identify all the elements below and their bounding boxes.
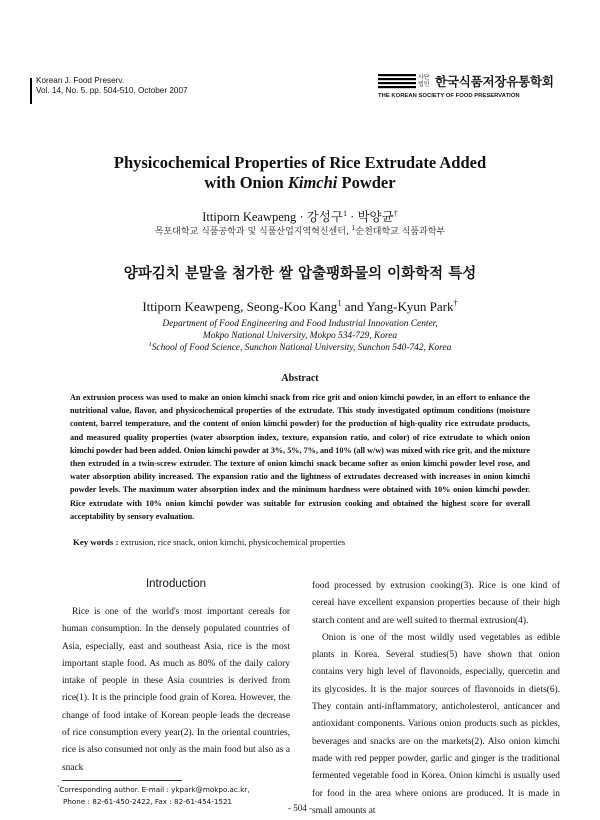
paper-title-line1: Physicochemical Properties of Rice Extrudate Added [113, 153, 487, 172]
affiliation-line-1: Department of Food Engineering and Food Industrial Innovation Center, [162, 319, 438, 329]
society-tag: 사단법인 [418, 74, 430, 88]
paper-title [60, 153, 540, 193]
abstract-heading: Abstract [281, 373, 319, 384]
journal-citation [30, 76, 270, 96]
society-name-korean: 한국식품저장유통학회 [435, 74, 554, 89]
journal-volume: Vol. 14, No. 5. pp. 504-510, October 2007 [36, 86, 188, 95]
abstract-text: An extrusion process was used to make an onion kimchi snack from rice grit and onion kimchi powder, in an effort to enhance the nutritional value, flavor, and physicochemical properties of the extrudate. This study investigated optimum conditions (moisture content, barrel temperature, and the content of onion kimchi powder) for the production of high-quality rice extrudate products, and measured quality properties (water absorption index, texture, expansion ratio, and color) of rice extrudate to which onion kimchi powder had been added. Onion kimchi powder at 3%, 5%, 7%, and 10% (all w/w) was mixed with rice grit, and the mixture then extruded in a twin-screw extruder. The texture of onion kimchi snack became softer as onion kimchi powder level rose, and water absorption ability increased. The expansion ratio and the lightness of extrudates decreased with increases in onion kimchi powder levels. The maximum water absorption index and the minimum hardness were obtained with 10% onion kimchi powder. Rice extrudate with 10% onion kimchi powder was suitable for extrusion cooking and obtained the highest score for overall acceptability by sensory evaluation. [70, 393, 530, 521]
keywords [73, 537, 533, 547]
affiliation-line-2: Mokpo National University, Mokpo 534-729, Korea [202, 331, 398, 341]
page-number: - 504 - [288, 803, 312, 813]
keywords-label: Key words : [73, 537, 121, 547]
paper-title-line2: with Onion Kimchi Powder [204, 173, 396, 192]
intro-paragraph-1: Rice is one of the world's most important cereals for human consumption. In the densely populated countries of Asia, especially, east and southeast Asia, rice is the most important staple food. As much as 80% of the daily calory intake of people in these Asia countries is derived from rice(1). It is the principle food grain of Korea. However, the change of food intake of Korean people leads the decrease of rice consumption every year(2). In the oriental countries, rice is also consumed not only as the main food but also as a snack [62, 607, 290, 773]
authors-korean: Ittiporn Keawpeng · 강성구$^1$ · 박양균† [202, 208, 398, 224]
corresponding-author-footnote: *Corresponding author. E-mail : ykpark@mokpo.ac.kr, Phone : 82-61-450-2422, Fax : 82-61-454-1521 [57, 785, 250, 806]
keywords-list: extrusion, rice snack, onion kimchi, physicochemical properties [120, 537, 346, 547]
intro-paragraph-1-continued: food processed by extrusion cooking(3). Rice is one kind of cereal have excellent expansion properties because of their high starch content and are well suited to thermal extrusion(4). [312, 581, 560, 626]
introduction-heading: Introduction [145, 578, 207, 590]
intro-paragraph-2: Onion is one of the most wildly used vegetables as edible plants in Korea. Several studies(5) have shown that onion contains very high level of flavonoids, especially, quercetin and its glycosides. It is the major sources of flavonoids in diets(6). They contain anti-inflammatory, anticholesterol, anticancer and antioxidant components. Various onion products such as pickles, beverages and snacks are on the markets(2). Also onion kimchi made with red pepper powder, garlic and ginger is the traditional fermented vegetable food in Korea. Onion kimchi is usually used for food in the area where onions are produced. It is made in small amounts at [312, 632, 560, 816]
left-column [62, 578, 290, 777]
society-logo-icon [378, 73, 416, 89]
footnote-divider [62, 780, 182, 781]
society-logo-block [378, 72, 558, 99]
society-name-english: THE KOREAN SOCIETY OF FOOD PRESERVATION [378, 93, 520, 99]
journal-bar [30, 78, 32, 104]
affiliation-line-3: $^1$School of Food Science, Sunchon National University, Sunchon 540-742, Korea [148, 341, 452, 353]
paper-title-korean: 양파김치 분말을 첨가한 쌀 압출팽화물의 이화학적 특성 [123, 266, 477, 282]
kimchi-italic: Kimchi [287, 173, 338, 192]
right-column [312, 578, 560, 820]
authors-english: Ittiporn Keawpeng, Seong-Koo Kang$^1$ and Yang-Kyun Park† [142, 297, 458, 314]
affiliation-korean: 목포대학교 식품공학과 및 식품산업지역혁신센터, $^1$순천대학교 식품과학부 [154, 226, 446, 237]
journal-name: Korean J. Food Preserv. [36, 76, 125, 85]
